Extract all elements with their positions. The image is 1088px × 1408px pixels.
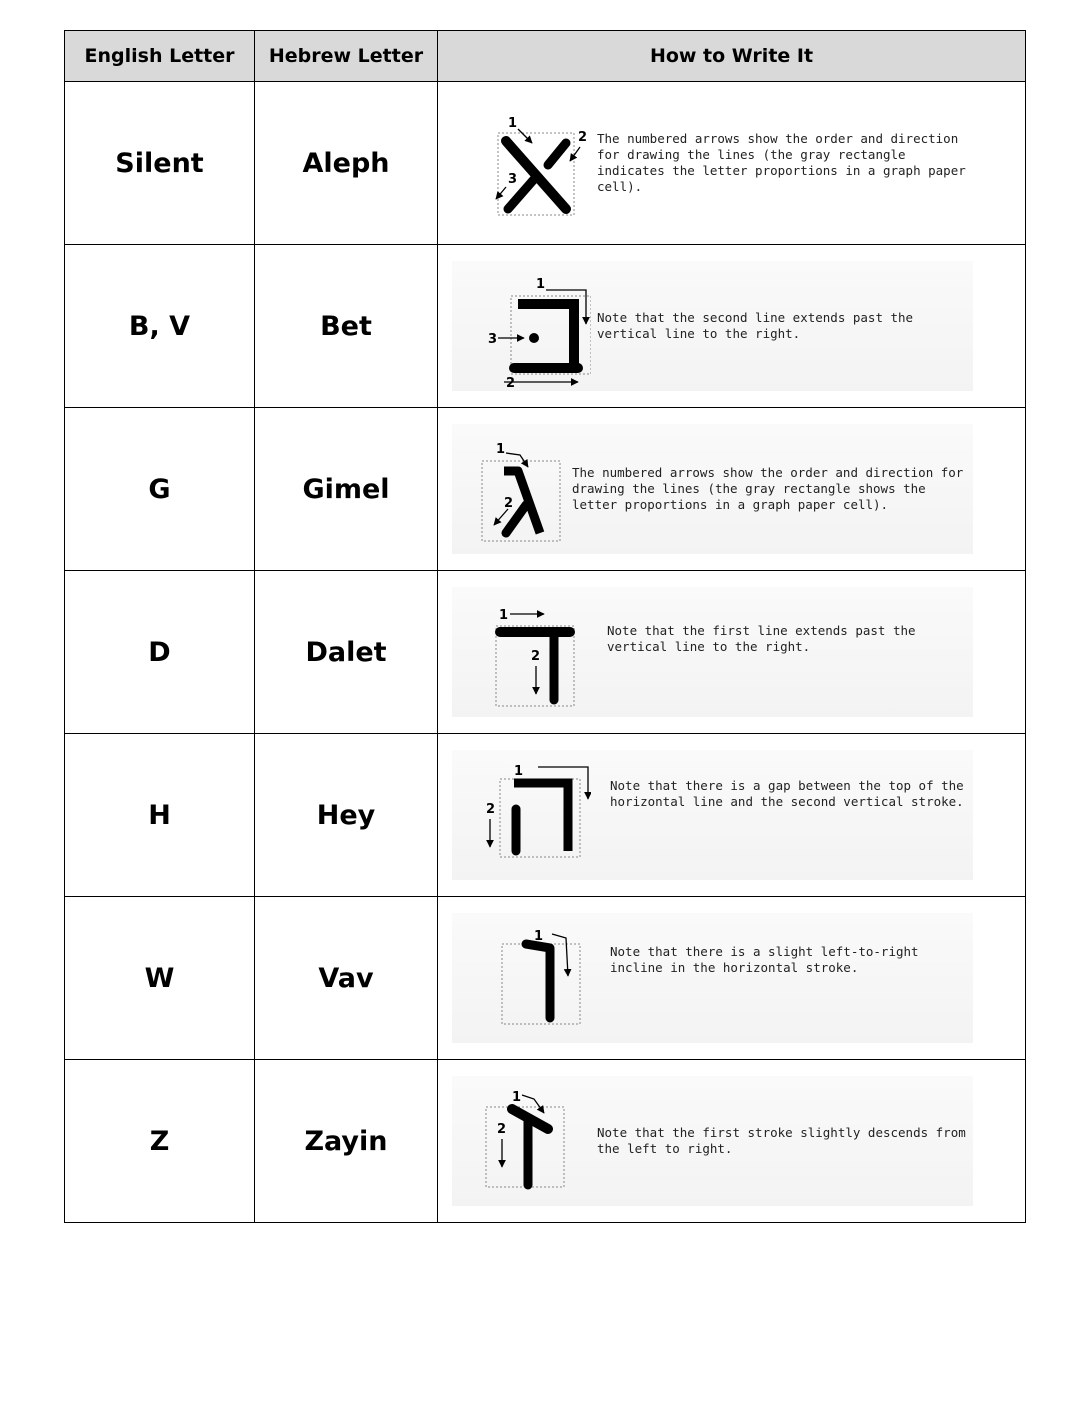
english-letter: H bbox=[65, 734, 255, 897]
english-letter: Silent bbox=[65, 82, 255, 245]
stroke-note: Note that there is a slight left-to-right incline in the horizontal stroke. bbox=[610, 943, 919, 975]
svg-text:2: 2 bbox=[506, 376, 516, 388]
header-how-to-write: How to Write It bbox=[438, 31, 1026, 82]
stroke-note: The numbered arrows show the order and direction for drawing the lines (the gray rectangle shows the letter proportions in a graph paper cell). bbox=[572, 465, 964, 512]
how-to-write-cell bbox=[438, 571, 1026, 734]
hebrew-letter-name: Vav bbox=[255, 897, 438, 1060]
table-row bbox=[65, 571, 1026, 734]
aleph-stroke-diagram bbox=[466, 103, 591, 225]
svg-text:2: 2 bbox=[486, 802, 496, 817]
table-row bbox=[65, 408, 1026, 571]
svg-text:1: 1 bbox=[514, 764, 524, 779]
stroke-note: Note that there is a gap between the top of the horizontal line and the second vertical stroke. bbox=[610, 778, 964, 810]
svg-text:2: 2 bbox=[578, 130, 588, 145]
header-english-letter: English Letter bbox=[65, 31, 255, 82]
english-letter: B, V bbox=[65, 245, 255, 408]
svg-text:3: 3 bbox=[488, 332, 498, 347]
svg-text:1: 1 bbox=[496, 442, 506, 457]
table-row bbox=[65, 1060, 1026, 1223]
hebrew-letter-name: Aleph bbox=[255, 82, 438, 245]
stroke-note: Note that the second line extends past the vertical line to the right. bbox=[597, 310, 914, 341]
svg-text:1: 1 bbox=[536, 277, 546, 292]
header-row bbox=[65, 31, 1026, 82]
svg-text:2: 2 bbox=[504, 496, 514, 511]
vav-stroke-diagram bbox=[466, 918, 591, 1040]
english-letter: G bbox=[65, 408, 255, 571]
zayin-stroke-diagram bbox=[466, 1081, 591, 1203]
how-to-write-cell bbox=[438, 734, 1026, 897]
dalet-stroke-diagram bbox=[466, 592, 591, 714]
how-to-write-cell bbox=[438, 82, 1026, 245]
bet-stroke-diagram bbox=[466, 266, 591, 388]
svg-text:1: 1 bbox=[499, 608, 509, 623]
hebrew-letter-name: Zayin bbox=[255, 1060, 438, 1223]
hebrew-letters-table bbox=[64, 30, 1026, 1223]
svg-text:2: 2 bbox=[497, 1122, 507, 1137]
hebrew-letter-name: Bet bbox=[255, 245, 438, 408]
svg-text:1: 1 bbox=[512, 1090, 522, 1105]
english-letter: W bbox=[65, 897, 255, 1060]
stroke-note: Note that the first line extends past the vertical line to the right. bbox=[607, 623, 916, 654]
english-letter: Z bbox=[65, 1060, 255, 1223]
how-to-write-cell bbox=[438, 245, 1026, 408]
svg-text:2: 2 bbox=[531, 649, 541, 664]
table-row bbox=[65, 734, 1026, 897]
svg-text:3: 3 bbox=[508, 172, 518, 187]
stroke-note: Note that the first stroke slightly descends from the left to right. bbox=[597, 1125, 966, 1156]
hey-stroke-diagram bbox=[466, 755, 591, 877]
stroke-note: The numbered arrows show the order and direction for drawing the lines (the gray rectangle indicates the letter proportions in a graph paper cell). bbox=[597, 131, 966, 194]
english-letter: D bbox=[65, 571, 255, 734]
svg-text:1: 1 bbox=[534, 929, 544, 944]
table-row bbox=[65, 897, 1026, 1060]
hebrew-letter-name: Dalet bbox=[255, 571, 438, 734]
hebrew-letter-name: Gimel bbox=[255, 408, 438, 571]
how-to-write-cell bbox=[438, 408, 1026, 571]
how-to-write-cell bbox=[438, 897, 1026, 1060]
header-hebrew-letter: Hebrew Letter bbox=[255, 31, 438, 82]
how-to-write-cell bbox=[438, 1060, 1026, 1223]
table-row bbox=[65, 245, 1026, 408]
hebrew-letter-name: Hey bbox=[255, 734, 438, 897]
table-row bbox=[65, 82, 1026, 245]
svg-text:1: 1 bbox=[508, 116, 518, 131]
